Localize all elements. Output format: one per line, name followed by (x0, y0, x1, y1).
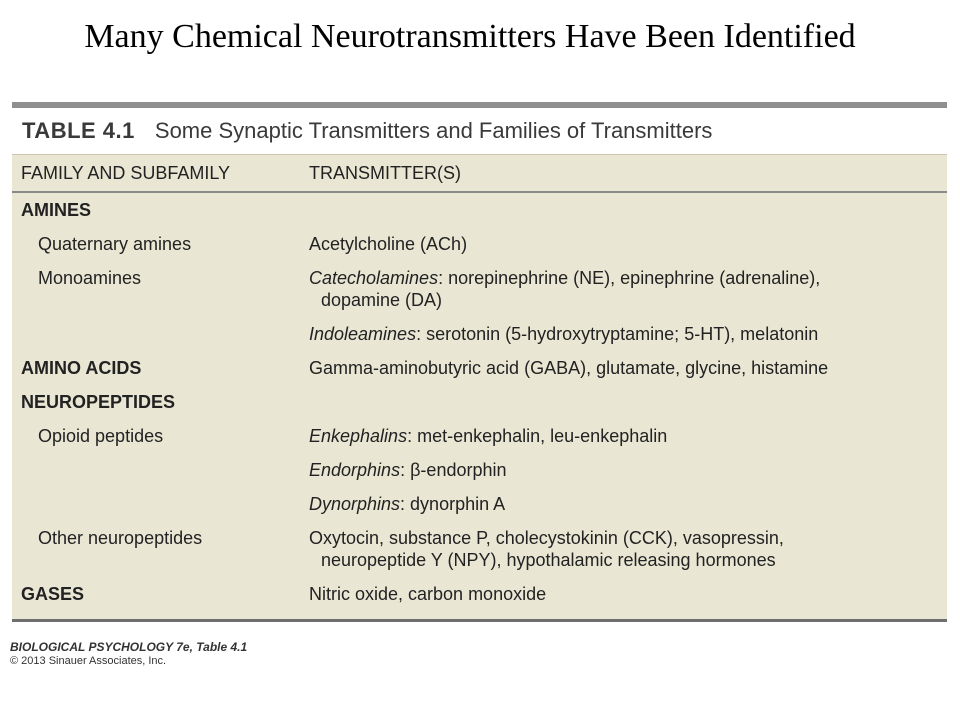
transmitter-class: Enkephalins (309, 426, 408, 446)
transmitter-cell: Gamma-aminobutyric acid (GABA), glutamate, glycine, histamine (309, 358, 829, 378)
subfamily-cell (12, 459, 309, 481)
column-header-transmitters: TRANSMITTER(S) (309, 162, 461, 183)
subfamily-cell: Other neuropeptides (38, 528, 203, 548)
slide-title: Many Chemical Neurotransmitters Have Been Identified (84, 18, 856, 55)
copyright-line: © 2013 Sinauer Associates, Inc. (10, 655, 167, 667)
table-row (12, 487, 947, 521)
table-caption: Some Synaptic Transmitters and Families of Transmitters (154, 118, 713, 143)
transmitter-list: : norepinephrine (NE), epinephrine (adrenaline), (438, 268, 821, 288)
transmitter-class: Endorphins (309, 460, 401, 480)
subfamily-cell (12, 323, 309, 345)
subfamily-cell: Monoamines (38, 268, 142, 288)
transmitter-cell (309, 527, 947, 571)
transmitter-list: : serotonin (5-hydroxytryptamine; 5-HT), melatonin (416, 324, 819, 344)
table-row (12, 227, 947, 261)
column-header-row (12, 154, 947, 193)
subfamily-cell: Opioid peptides (38, 426, 164, 446)
table-row (12, 521, 947, 577)
source-credit (10, 640, 247, 667)
transmitter-continuation: dopamine (DA) (321, 290, 443, 310)
table-row (12, 385, 947, 419)
table-row (12, 351, 947, 385)
transmitter-class: Dynorphins (309, 494, 401, 514)
transmitter-cell (309, 267, 947, 311)
table-row (12, 317, 947, 351)
transmitter-cell (309, 425, 947, 447)
column-header-family: FAMILY AND SUBFAMILY (21, 162, 231, 183)
table-row (12, 453, 947, 487)
table-heading (12, 108, 947, 154)
transmitter-list: Oxytocin, substance P, cholecystokinin (CCK), vasopressin, (309, 528, 784, 548)
transmitter-cell (309, 391, 947, 413)
subfamily-cell (12, 493, 309, 515)
transmitter-cell: Acetylcholine (ACh) (309, 234, 468, 254)
table-row (12, 419, 947, 453)
table-body (12, 154, 947, 622)
subfamily-cell: Quaternary amines (38, 234, 192, 254)
family-cell: AMINES (21, 200, 92, 220)
transmitter-cell (309, 199, 947, 221)
family-cell: NEUROPEPTIDES (21, 392, 176, 412)
transmitter-list: : met-enkephalin, leu-enkephalin (407, 426, 668, 446)
family-cell: GASES (21, 584, 85, 604)
family-cell: AMINO ACIDS (21, 358, 142, 378)
transmitter-list: : β-endorphin (400, 460, 507, 480)
table-row (12, 261, 947, 317)
table-row (12, 193, 947, 227)
transmitter-table (12, 102, 947, 622)
transmitter-continuation: neuropeptide Y (NPY), hypothalamic releasing hormones (321, 550, 776, 570)
transmitter-cell (309, 493, 947, 515)
book-reference: BIOLOGICAL PSYCHOLOGY 7e, Table 4.1 (10, 640, 248, 654)
transmitter-class: Catecholamines (309, 268, 439, 288)
transmitter-class: Indoleamines (309, 324, 417, 344)
table-row (12, 577, 947, 611)
transmitter-list: : dynorphin A (400, 494, 506, 514)
transmitter-cell (309, 459, 947, 481)
table-number: TABLE 4.1 (22, 118, 135, 143)
transmitter-cell: Nitric oxide, carbon monoxide (309, 584, 547, 604)
transmitter-cell (309, 323, 947, 345)
